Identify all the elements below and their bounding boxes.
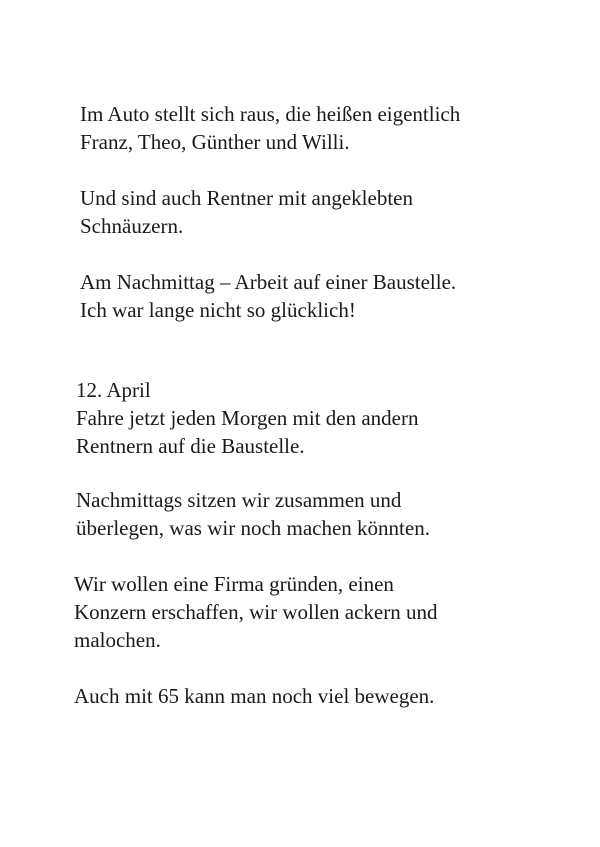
text-line: Rentnern auf die Baustelle. [76, 434, 305, 458]
text-line: Nachmittags sitzen wir zusammen und [76, 488, 402, 512]
text-line: überlegen, was wir noch machen könnten. [76, 516, 430, 540]
text-line: Fahre jetzt jeden Morgen mit den andern [76, 406, 419, 430]
text-line: Ich war lange nicht so glücklich! [80, 298, 356, 322]
text-line: Franz, Theo, Günther und Willi. [80, 130, 350, 154]
text-line: malochen. [74, 628, 161, 652]
text-line: Konzern erschaffen, wir wollen ackern und [74, 600, 438, 624]
entry-date: 12. April [76, 378, 151, 402]
text-line: Schnäuzern. [80, 214, 184, 238]
text-line: Wir wollen eine Firma gründen, einen [74, 572, 394, 596]
text-line: Am Nachmittag – Arbeit auf einer Baustelle. [80, 270, 457, 294]
text-line: Auch mit 65 kann man noch viel bewegen. [74, 684, 435, 708]
text-line: Im Auto stellt sich raus, die heißen eigentlich [80, 102, 461, 126]
text-line: Und sind auch Rentner mit angeklebten [80, 186, 413, 210]
